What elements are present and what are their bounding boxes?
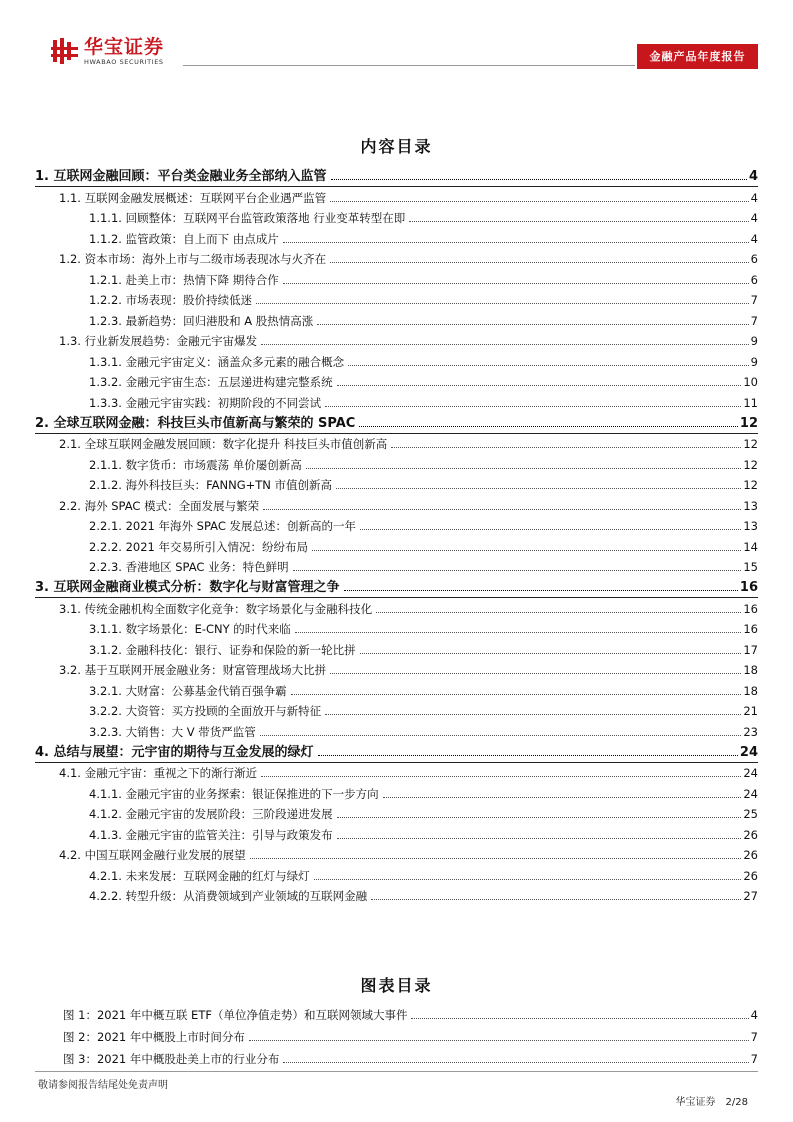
toc-entry-page: 6 xyxy=(750,272,758,287)
toc-entry[interactable] xyxy=(35,639,758,660)
toc-entry[interactable] xyxy=(35,392,758,413)
toc-entry[interactable] xyxy=(35,290,758,311)
dot-leader xyxy=(306,468,742,469)
toc-entry-label: 4.1. 金融元宇宙：重视之下的渐行渐近 xyxy=(35,766,259,783)
toc-entry[interactable] xyxy=(35,701,758,722)
dot-leader xyxy=(295,632,742,633)
toc-entry-page: 13 xyxy=(743,519,758,533)
dot-leader xyxy=(337,817,742,818)
toc-entry-page: 12 xyxy=(739,415,758,431)
toc-entry-page: 24 xyxy=(743,766,758,780)
dot-leader xyxy=(337,385,742,386)
toc-entry-label: 1.3.3. 金融元宇宙实践：初期阶段的不同尝试 xyxy=(35,396,323,413)
dot-leader xyxy=(314,879,742,880)
dot-leader xyxy=(283,283,749,284)
toc-entry-page: 12 xyxy=(743,478,758,492)
figure-entry-label: 图 3：2021 年中概股赴美上市的行业分布 xyxy=(63,1052,281,1069)
dot-leader xyxy=(312,550,741,551)
toc-entry[interactable] xyxy=(35,310,758,331)
dot-leader xyxy=(261,776,741,777)
figure-list xyxy=(63,1003,758,1069)
toc-entry-label: 1.2. 资本市场：海外上市与二级市场表现冰与火齐在 xyxy=(35,252,328,269)
dot-leader xyxy=(360,529,741,530)
dot-leader xyxy=(291,694,742,695)
toc-entry-label: 3.1.2. 金融科技化：银行、证券和保险的新一轮比拼 xyxy=(35,643,358,660)
toc-entry-label: 4.1.2. 金融元宇宙的发展阶段：三阶段递进发展 xyxy=(35,807,335,824)
toc-entry-page: 14 xyxy=(743,539,758,554)
toc-entry-page: 21 xyxy=(743,704,758,718)
toc-title: 内容目录 xyxy=(360,137,433,156)
toc-entry[interactable] xyxy=(35,577,758,598)
dot-leader xyxy=(411,1018,748,1019)
dot-leader xyxy=(331,179,747,180)
figure-entry-page: 7 xyxy=(750,1030,758,1044)
toc-entry[interactable] xyxy=(35,536,758,557)
toc-entry[interactable] xyxy=(35,557,758,578)
toc-entry-label: 1.3.1. 金融元宇宙定义：涵盖众多元素的融合概念 xyxy=(35,355,346,372)
page-indicator: 2/28 xyxy=(725,1097,748,1108)
toc-entry-page: 23 xyxy=(743,724,758,739)
logo-en-text: HWABAO SECURITIES xyxy=(84,58,164,66)
toc-entry-label: 3.2.1. 大财富：公募基金代销百强争霸 xyxy=(35,684,289,701)
toc-entry-label: 4. 总结与展望：元宇宙的期待与互金发展的绿灯 xyxy=(35,744,314,760)
toc-entry-label: 2.2.2. 2021 年交易所引入情况：纷纷布局 xyxy=(35,540,310,557)
toc-entry[interactable] xyxy=(35,516,758,537)
figure-entry-label: 图 1：2021 年中概互联 ETF（单位净值走势）和互联网领域大事件 xyxy=(63,1008,409,1025)
footer-divider xyxy=(35,1071,758,1072)
toc-entry-page: 6 xyxy=(750,252,758,266)
toc-entry-label: 3.2. 基于互联网开展金融业务：财富管理战场大比拼 xyxy=(35,663,328,680)
footer-disclaimer: 敬请参阅报告结尾处免责声明 xyxy=(38,1080,168,1091)
figures-title: 图表目录 xyxy=(360,976,433,995)
page-header xyxy=(0,0,793,80)
figure-entry[interactable] xyxy=(63,1003,758,1025)
toc-entry-label: 1.1.1. 回顾整体：互联网平台监管政策落地 行业变革转型在即 xyxy=(35,211,407,228)
toc-entry-page: 27 xyxy=(743,889,758,903)
dot-leader xyxy=(260,735,742,736)
footer-company: 华宝证券 xyxy=(675,1097,716,1108)
dot-leader xyxy=(283,242,749,243)
toc-entry[interactable] xyxy=(35,187,758,208)
toc-entry-page: 7 xyxy=(750,313,758,328)
toc-entry[interactable] xyxy=(35,331,758,352)
dot-leader xyxy=(283,1062,748,1063)
toc-entry-label: 3. 互联网金融商业模式分析：数字化与财富管理之争 xyxy=(35,580,340,595)
toc-entry-label: 1.2.3. 最新趋势：回归港股和 A 股热情高涨 xyxy=(35,314,315,331)
toc-entry[interactable] xyxy=(35,166,758,187)
dot-leader xyxy=(318,755,738,756)
toc-entry[interactable] xyxy=(35,228,758,249)
toc-entry-page: 17 xyxy=(743,642,758,657)
toc-entry[interactable] xyxy=(35,249,758,270)
dot-leader xyxy=(409,221,748,222)
dot-leader xyxy=(250,858,742,859)
company-logo xyxy=(50,36,164,66)
toc-entry-label: 4.2.2. 转型升级：从消费领域到产业领域的互联网金融 xyxy=(35,889,369,906)
toc-entry-label: 1. 互联网金融回顾：平台类金融业务全部纳入监管 xyxy=(35,169,327,184)
toc-entry[interactable] xyxy=(35,660,758,681)
report-type-badge: 金融产品年度报告 xyxy=(637,44,758,69)
toc-entry-label: 3.1.1. 数字场景化：E-CNY 的时代来临 xyxy=(35,622,293,639)
dot-leader xyxy=(344,590,738,591)
figure-entry[interactable] xyxy=(63,1025,758,1047)
toc-entry[interactable] xyxy=(35,619,758,640)
toc-entry[interactable] xyxy=(35,824,758,845)
toc-entry[interactable] xyxy=(35,763,758,784)
dot-leader xyxy=(330,673,741,674)
toc-entry[interactable] xyxy=(35,865,758,886)
toc-entry-page: 9 xyxy=(750,354,758,369)
dot-leader xyxy=(337,838,742,839)
dot-leader xyxy=(261,344,749,345)
toc-entry-page: 4 xyxy=(748,169,758,184)
toc-entry-page: 15 xyxy=(743,560,758,574)
toc-entry-label: 1.2.1. 赴美上市：热情下降 期待合作 xyxy=(35,273,281,290)
toc-entry-page: 24 xyxy=(743,786,758,801)
figure-entry-page: 4 xyxy=(750,1008,758,1022)
toc-entry-page: 11 xyxy=(743,395,758,410)
figure-entry[interactable] xyxy=(63,1047,758,1069)
toc-entry[interactable] xyxy=(35,598,758,619)
toc-entry-label: 3.2.3. 大销售：大 V 带货严监管 xyxy=(35,725,258,742)
toc-entry-page: 24 xyxy=(739,744,758,760)
toc-entry-label: 1.1.2. 监管政策：自上而下 由点成片 xyxy=(35,232,281,249)
toc-entry[interactable] xyxy=(35,495,758,516)
table-of-contents xyxy=(35,166,758,906)
toc-entry-label: 2.1. 全球互联网金融发展回顾：数字化提升 科技巨头市值创新高 xyxy=(35,437,389,454)
toc-entry-label: 2.1.1. 数字货币：市场震荡 单价屡创新高 xyxy=(35,458,304,475)
toc-entry-label: 1.2.2. 市场表现：股价持续低迷 xyxy=(35,293,254,310)
dot-leader xyxy=(383,797,742,798)
toc-entry-label: 2.2. 海外 SPAC 模式：全面发展与繁荣 xyxy=(35,499,261,516)
dot-leader xyxy=(330,201,749,202)
toc-entry-label: 1.3. 行业新发展趋势：金融元宇宙爆发 xyxy=(35,334,259,351)
toc-entry-page: 4 xyxy=(750,231,758,246)
dot-leader xyxy=(359,426,738,427)
toc-entry[interactable] xyxy=(35,413,758,434)
toc-entry[interactable] xyxy=(35,886,758,907)
dot-leader xyxy=(325,714,741,715)
toc-entry-label: 2.1.2. 海外科技巨头：FANNG+TN 市值创新高 xyxy=(35,478,334,495)
toc-entry-page: 16 xyxy=(743,622,758,636)
dot-leader xyxy=(336,488,741,489)
figure-entry-page: 7 xyxy=(750,1052,758,1066)
logo-cn-text: 华宝证券 xyxy=(84,36,165,58)
toc-entry-label: 1.1. 互联网金融发展概述：互联网平台企业遇严监管 xyxy=(35,191,328,208)
dot-leader xyxy=(391,447,741,448)
toc-entry-page: 16 xyxy=(739,580,758,595)
toc-entry-page: 10 xyxy=(743,375,758,389)
toc-entry[interactable] xyxy=(35,372,758,393)
toc-entry-page: 4 xyxy=(750,190,758,205)
figure-entry-label: 图 2：2021 年中概股上市时间分布 xyxy=(63,1030,247,1047)
toc-entry-label: 4.1.1. 金融元宇宙的业务探索：银证保推进的下一步方向 xyxy=(35,787,381,804)
toc-entry-page: 4 xyxy=(750,211,758,225)
toc-entry-page: 12 xyxy=(743,437,758,451)
toc-entry-page: 12 xyxy=(743,457,758,472)
header-divider xyxy=(183,65,635,66)
toc-entry[interactable] xyxy=(35,269,758,290)
toc-entry-page: 18 xyxy=(743,683,758,698)
toc-entry-page: 9 xyxy=(750,334,758,348)
dot-leader xyxy=(256,303,749,304)
toc-entry[interactable] xyxy=(35,742,758,763)
toc-entry[interactable] xyxy=(35,804,758,825)
dot-leader xyxy=(360,653,742,654)
toc-entry[interactable] xyxy=(35,475,758,496)
toc-entry-label: 2.2.3. 香港地区 SPAC 业务：特色鲜明 xyxy=(35,560,291,577)
dot-leader xyxy=(249,1040,749,1041)
toc-entry-page: 13 xyxy=(743,498,758,513)
toc-entry-label: 2. 全球互联网金融：科技巨头市值新高与繁荣的 SPAC xyxy=(35,415,356,431)
toc-entry-page: 26 xyxy=(743,848,758,862)
toc-entry-label: 4.2.1. 未来发展：互联网金融的红灯与绿灯 xyxy=(35,869,312,886)
toc-entry[interactable] xyxy=(35,434,758,455)
toc-entry-label: 4.1.3. 金融元宇宙的监管关注：引导与政策发布 xyxy=(35,828,335,845)
dot-leader xyxy=(293,570,742,571)
toc-entry-page: 25 xyxy=(743,807,758,821)
dot-leader xyxy=(330,262,749,263)
dot-leader xyxy=(376,612,741,613)
toc-entry-page: 18 xyxy=(743,663,758,677)
toc-entry[interactable] xyxy=(35,783,758,804)
dot-leader xyxy=(348,365,749,366)
logo-mark-icon xyxy=(50,36,80,66)
toc-entry-label: 3.2.2. 大资管：买方投顾的全面放开与新特征 xyxy=(35,704,323,721)
toc-entry-page: 26 xyxy=(743,827,758,842)
toc-entry-label: 1.3.2. 金融元宇宙生态：五层递进构建完整系统 xyxy=(35,375,335,392)
toc-entry-page: 16 xyxy=(743,601,758,616)
toc-entry-label: 2.2.1. 2021 年海外 SPAC 发展总述：创新高的一年 xyxy=(35,519,358,536)
toc-entry[interactable] xyxy=(35,680,758,701)
toc-entry[interactable] xyxy=(35,208,758,229)
toc-entry-label: 3.1. 传统金融机构全面数字化竞争：数字场景化与金融科技化 xyxy=(35,602,374,619)
toc-entry-page: 26 xyxy=(743,868,758,883)
footer-info xyxy=(666,1093,748,1108)
toc-entry[interactable] xyxy=(35,351,758,372)
toc-entry[interactable] xyxy=(35,721,758,742)
dot-leader xyxy=(263,509,741,510)
toc-entry[interactable] xyxy=(35,454,758,475)
toc-entry-label: 4.2. 中国互联网金融行业发展的展望 xyxy=(35,848,248,865)
dot-leader xyxy=(325,406,741,407)
toc-entry-page: 7 xyxy=(750,293,758,307)
toc-entry[interactable] xyxy=(35,845,758,866)
dot-leader xyxy=(317,324,748,325)
dot-leader xyxy=(371,899,741,900)
